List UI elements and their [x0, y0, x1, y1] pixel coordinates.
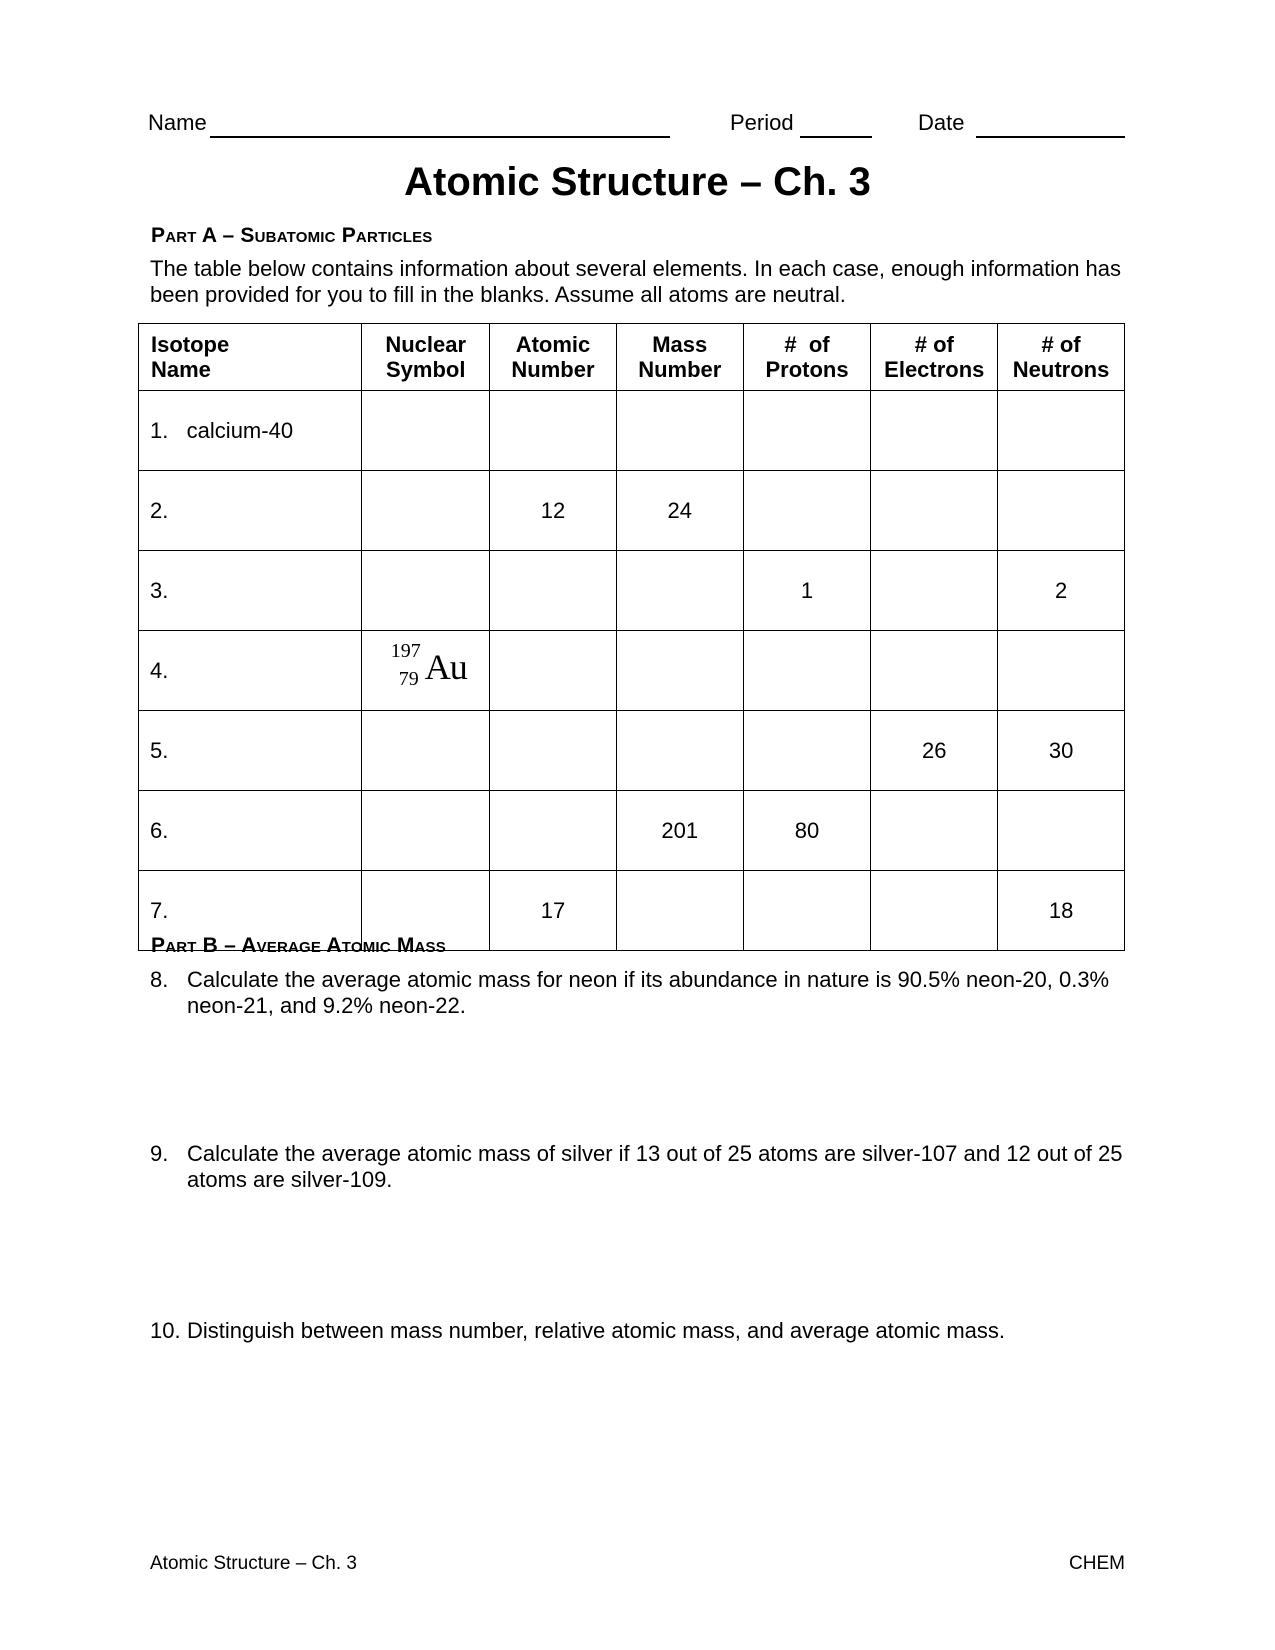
question-number: 8.: [150, 967, 169, 992]
atomic-number-cell: 17: [490, 871, 617, 951]
nuclear-symbol-au: [381, 638, 471, 698]
symbol-cell[interactable]: [362, 391, 490, 471]
protons-cell: 1: [743, 551, 871, 631]
period-label: Period: [730, 110, 794, 135]
isotope-table: [138, 323, 1125, 951]
table-header-row: [139, 324, 1125, 391]
question-text: Calculate the average atomic mass of silver if 13 out of 25 atoms are silver-107 and 12 out of 25 atoms are silver-109.: [187, 1141, 1123, 1192]
table-row: [139, 391, 1125, 471]
electrons-cell[interactable]: [871, 391, 998, 471]
col-header-mass: Mass Number: [616, 324, 743, 391]
electrons-cell[interactable]: [871, 791, 998, 871]
electrons-cell: 26: [871, 711, 998, 791]
col-header-electrons: # of Electrons: [871, 324, 998, 391]
question-10: [150, 1318, 1125, 1344]
footer-right: CHEM: [1069, 1553, 1125, 1574]
question-number: 9.: [150, 1141, 169, 1166]
symbol-cell[interactable]: [362, 711, 490, 791]
mass-number-cell: 201: [616, 791, 743, 871]
question-9: [150, 1141, 1125, 1193]
atomic-number-cell[interactable]: [490, 631, 617, 711]
name-blank[interactable]: [210, 136, 670, 138]
col-header-atomic: Atomic Number: [490, 324, 617, 391]
neutrons-cell[interactable]: [998, 631, 1125, 711]
atomic-number-cell[interactable]: [490, 791, 617, 871]
footer-left: Atomic Structure – Ch. 3: [150, 1553, 357, 1574]
mass-number-cell[interactable]: [616, 551, 743, 631]
symbol-cell: [362, 631, 490, 711]
atomic-number-cell[interactable]: [490, 551, 617, 631]
col-header-isotope: Isotope Name: [139, 324, 362, 391]
table-row: [139, 551, 1125, 631]
nuclear-number-subscript: 79: [398, 667, 419, 690]
date-blank[interactable]: [976, 136, 1125, 138]
neutrons-cell[interactable]: [998, 471, 1125, 551]
part-a-heading: Part A – Subatomic Particles: [151, 224, 433, 247]
period-blank[interactable]: [800, 136, 872, 138]
isotope-name-cell: 6.: [139, 791, 362, 871]
element-symbol: Au: [424, 646, 467, 687]
protons-cell: 80: [743, 791, 871, 871]
electrons-cell[interactable]: [871, 631, 998, 711]
col-header-symbol: Nuclear Symbol: [362, 324, 490, 391]
col-header-protons: # of Protons: [743, 324, 871, 391]
isotope-name-cell: 5.: [139, 711, 362, 791]
electrons-cell[interactable]: [871, 471, 998, 551]
mass-number-cell[interactable]: [616, 711, 743, 791]
nuclear-mass-superscript: 197: [390, 639, 421, 662]
part-b-heading: Part B – Average Atomic Mass: [151, 934, 446, 957]
mass-number-cell[interactable]: [616, 631, 743, 711]
date-label: Date: [918, 110, 965, 135]
protons-cell[interactable]: [743, 631, 871, 711]
isotope-name-cell: 4.: [139, 631, 362, 711]
neutrons-cell[interactable]: [998, 391, 1125, 471]
question-8: [150, 967, 1125, 1019]
question-text: Calculate the average atomic mass for neon if its abundance in nature is 90.5% neon-20, 0.3% neon-21, and 9.2% neon-22.: [187, 967, 1110, 1018]
question-number: 10.: [150, 1318, 181, 1343]
part-a-intro: The table below contains information about several elements. In each case, enough information has been provided for you to fill in the blanks. Assume all atoms are neutral.: [150, 256, 1122, 307]
atomic-number-cell[interactable]: [490, 711, 617, 791]
isotope-name-cell: 3.: [139, 551, 362, 631]
protons-cell[interactable]: [743, 711, 871, 791]
protons-cell[interactable]: [743, 471, 871, 551]
electrons-cell[interactable]: [871, 871, 998, 951]
isotope-name-cell: 1. calcium-40: [139, 391, 362, 471]
mass-number-cell[interactable]: [616, 871, 743, 951]
col-header-neutrons: # of Neutrons: [998, 324, 1125, 391]
mass-number-cell: 24: [616, 471, 743, 551]
name-label: Name: [148, 110, 207, 135]
header-line: [148, 110, 1125, 144]
symbol-cell[interactable]: [362, 471, 490, 551]
protons-cell[interactable]: [743, 391, 871, 471]
atomic-number-cell[interactable]: [490, 391, 617, 471]
symbol-cell[interactable]: [362, 791, 490, 871]
table-row: [139, 711, 1125, 791]
page-title: Atomic Structure – Ch. 3: [404, 160, 871, 204]
table-row: [139, 631, 1125, 711]
neutrons-cell[interactable]: [998, 791, 1125, 871]
atomic-number-cell: 12: [490, 471, 617, 551]
neutrons-cell: 18: [998, 871, 1125, 951]
question-text: Distinguish between mass number, relative atomic mass, and average atomic mass.: [187, 1318, 1006, 1343]
isotope-name-cell: 7.: [139, 871, 362, 951]
mass-number-cell[interactable]: [616, 391, 743, 471]
table-row: [139, 791, 1125, 871]
table-row: [139, 471, 1125, 551]
neutrons-cell: 30: [998, 711, 1125, 791]
isotope-name-cell: 2.: [139, 471, 362, 551]
protons-cell[interactable]: [743, 871, 871, 951]
electrons-cell[interactable]: [871, 551, 998, 631]
neutrons-cell: 2: [998, 551, 1125, 631]
symbol-cell[interactable]: [362, 551, 490, 631]
